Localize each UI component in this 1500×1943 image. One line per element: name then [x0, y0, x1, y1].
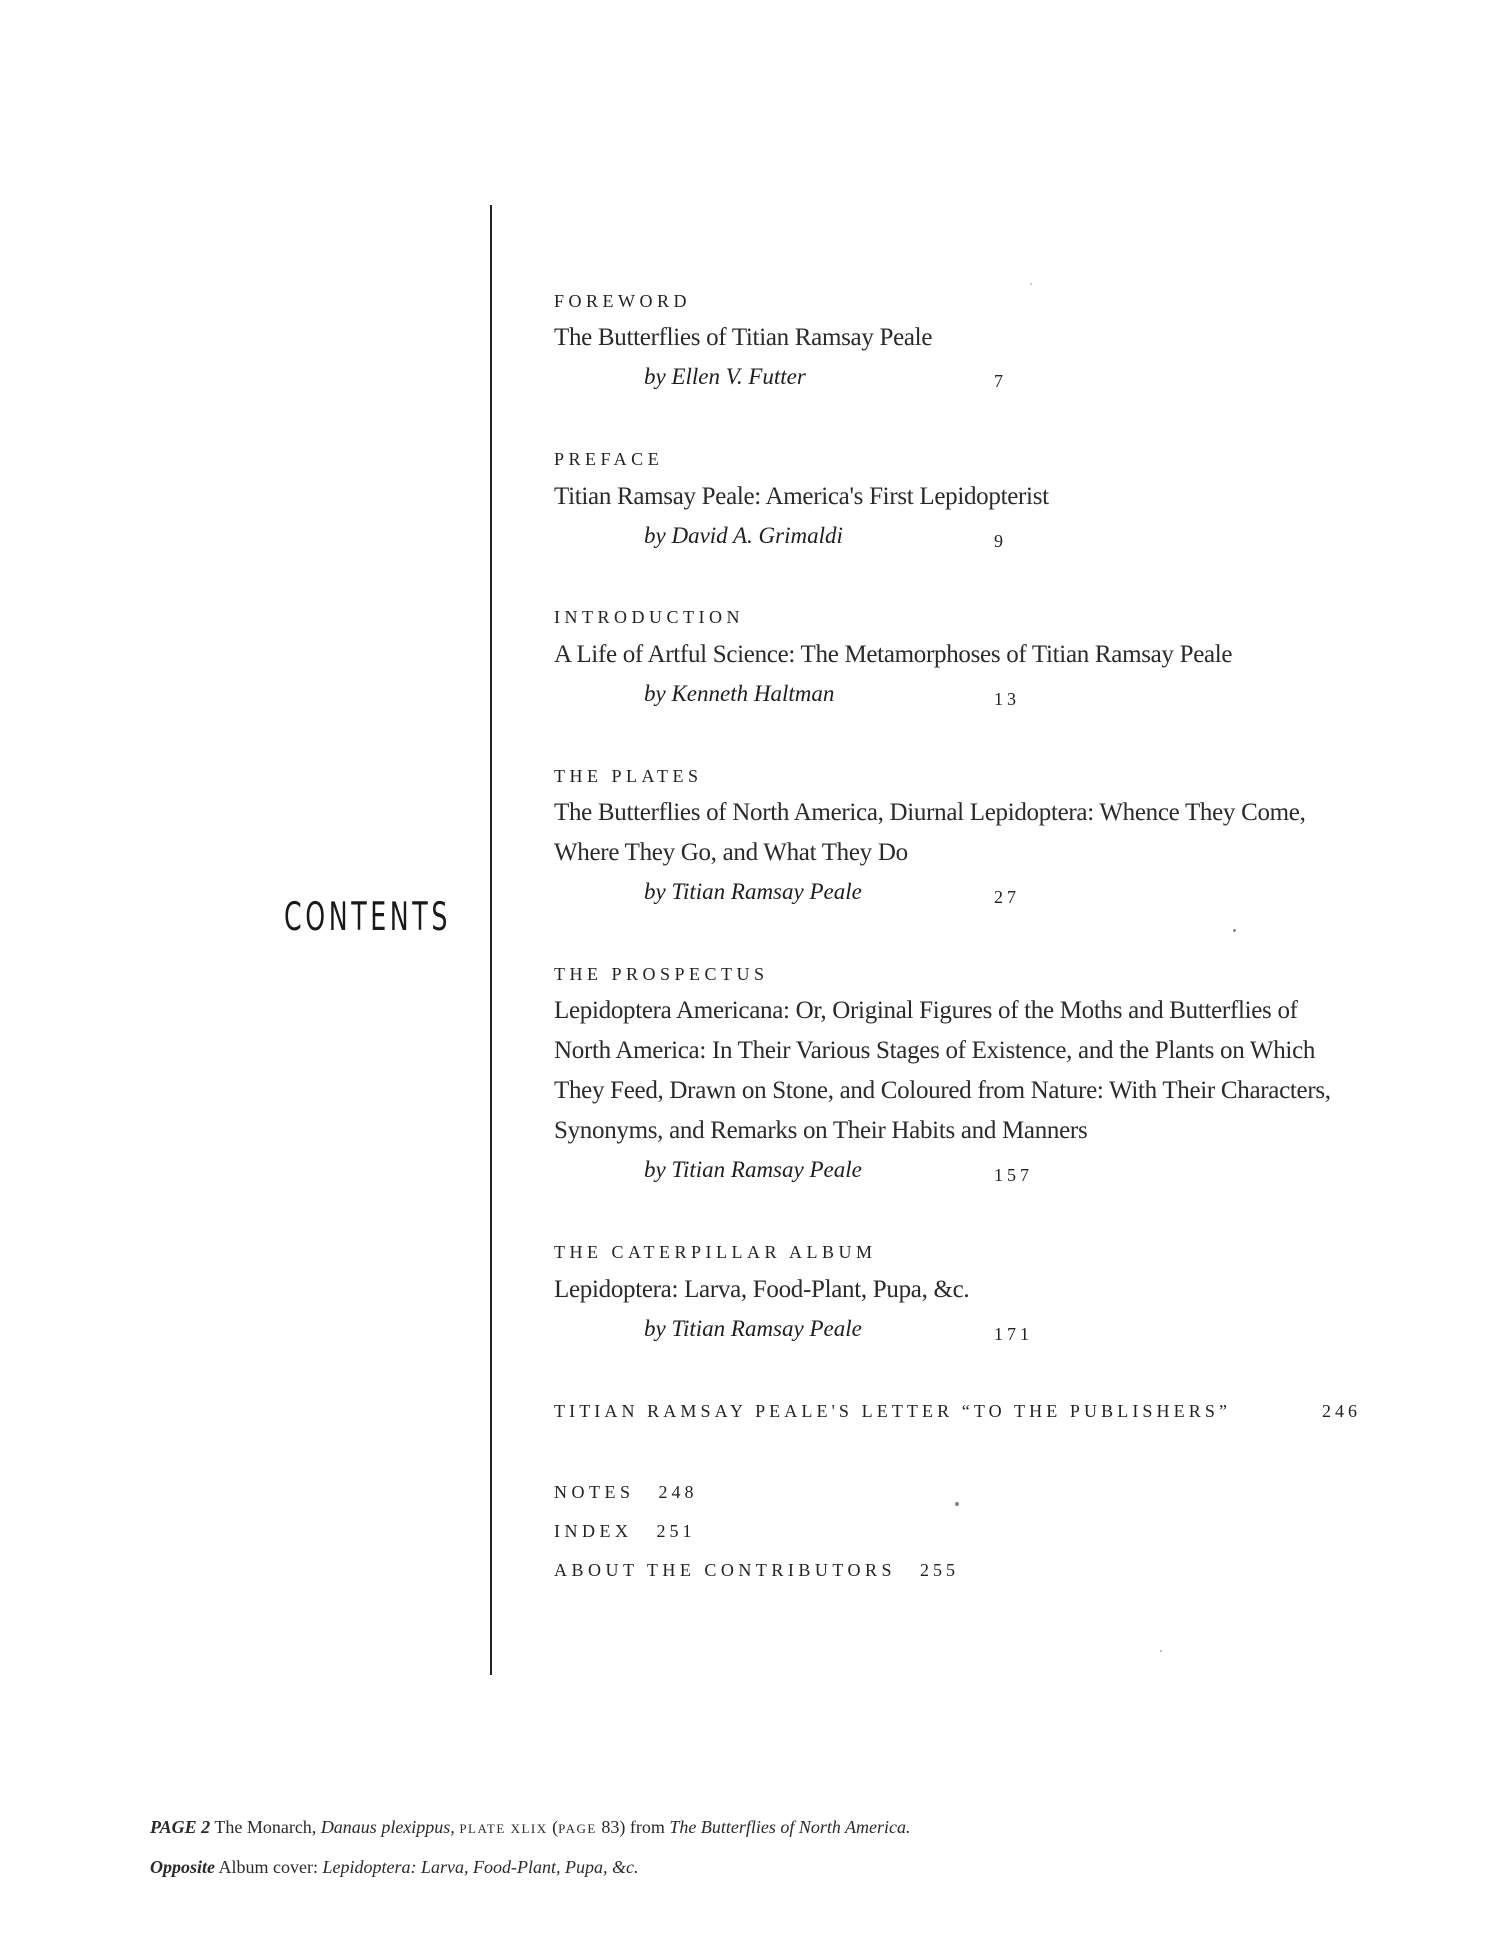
back-matter-index — [554, 1522, 696, 1540]
caption-text: Album cover: — [215, 1857, 323, 1877]
table-of-contents — [554, 0, 1454, 1943]
section-author-introduction: by Kenneth Haltman — [644, 681, 835, 706]
title-line: The Butterflies of North America, Diurnal Lepidoptera: Whence They Come, — [554, 799, 1306, 826]
section-title-preface — [554, 477, 1374, 517]
section-author-preface: by David A. Grimaldi — [644, 523, 843, 548]
section-label-introduction: INTRODUCTION — [554, 607, 744, 627]
section-page-foreword: 7 — [994, 371, 1007, 391]
back-matter-notes — [554, 1483, 698, 1501]
letter-label: TITIAN RAMSAY PEALE'S LETTER “TO THE PUBLISHERS” — [554, 1401, 1232, 1421]
title-line: Where They Go, and What They Do — [554, 839, 908, 866]
contents-heading: CONTENTS — [284, 895, 451, 940]
title-line: The Butterflies of Titian Ramsay Peale — [554, 324, 933, 351]
title-line: Lepidoptera: Larva, Food-Plant, Pupa, &c. — [554, 1276, 970, 1303]
title-line: North America: In Their Various Stages of Existence, and the Plants on Which — [554, 1037, 1316, 1064]
back-matter-contributors — [554, 1561, 959, 1579]
back-matter-page: 255 — [920, 1560, 960, 1580]
scan-speck — [1030, 283, 1032, 285]
letter-page: 246 — [1322, 1401, 1361, 1421]
scan-speck — [1160, 1650, 1162, 1652]
section-title-introduction — [554, 635, 1374, 675]
section-page-introduction: 13 — [994, 689, 1020, 709]
title-line: They Feed, Drawn on Stone, and Coloured from Nature: With Their Characters, — [554, 1077, 1331, 1104]
section-label-caterpillar-album: THE CATERPILLAR ALBUM — [554, 1242, 877, 1262]
caption-lead: PAGE 2 — [150, 1817, 211, 1837]
caption-lead: Opposite — [150, 1857, 215, 1877]
title-line: Titian Ramsay Peale: America's First Lepidopterist — [554, 483, 1049, 510]
caption-species: Danaus plexippus, — [320, 1817, 455, 1837]
caption-plate: PLATE XLIX — [459, 1821, 548, 1836]
section-title-caterpillar-album — [554, 1270, 1374, 1310]
caption-text: 83) from — [596, 1817, 670, 1837]
section-label-preface: PREFACE — [554, 449, 664, 469]
page-captions — [150, 1808, 911, 1886]
section-author-plates: by Titian Ramsay Peale — [644, 879, 862, 904]
title-line: Lepidoptera Americana: Or, Original Figures of the Moths and Butterflies of — [554, 997, 1298, 1024]
scan-speck — [1233, 929, 1236, 932]
caption-opposite — [150, 1848, 911, 1886]
section-author-prospectus: by Titian Ramsay Peale — [644, 1157, 862, 1182]
caption-page-2 — [150, 1808, 911, 1848]
back-matter-label: NOTES — [554, 1482, 635, 1502]
scan-speck — [955, 1502, 959, 1506]
caption-book: The Butterflies of North America. — [669, 1817, 911, 1837]
back-matter-label: ABOUT THE CONTRIBUTORS — [554, 1560, 897, 1580]
section-page-preface: 9 — [994, 531, 1007, 551]
title-line: Synonyms, and Remarks on Their Habits and Manners — [554, 1117, 1088, 1144]
section-author-foreword: by Ellen V. Futter — [644, 364, 806, 389]
section-label-plates: THE PLATES — [554, 766, 703, 786]
section-page-prospectus: 157 — [994, 1165, 1033, 1185]
vertical-divider — [490, 205, 492, 1675]
back-matter-page: 248 — [658, 1482, 698, 1502]
caption-text: ( — [547, 1817, 559, 1837]
back-matter-page: 251 — [656, 1521, 696, 1541]
title-line: A Life of Artful Science: The Metamorphoses of Titian Ramsay Peale — [554, 641, 1233, 668]
back-matter-label: INDEX — [554, 1521, 633, 1541]
section-page-caterpillar-album: 171 — [994, 1324, 1033, 1344]
section-title-plates — [554, 793, 1374, 873]
section-title-prospectus — [554, 991, 1374, 1151]
section-label-foreword: FOREWORD — [554, 291, 692, 311]
caption-album-title: Lepidoptera: Larva, Food-Plant, Pupa, &c. — [322, 1857, 639, 1877]
caption-text: The Monarch, — [210, 1817, 321, 1837]
section-title-foreword — [554, 318, 1374, 358]
section-author-caterpillar-album: by Titian Ramsay Peale — [644, 1316, 862, 1341]
caption-page-ref: PAGE — [558, 1821, 597, 1836]
section-page-plates: 27 — [994, 887, 1020, 907]
section-label-prospectus: THE PROSPECTUS — [554, 964, 769, 984]
